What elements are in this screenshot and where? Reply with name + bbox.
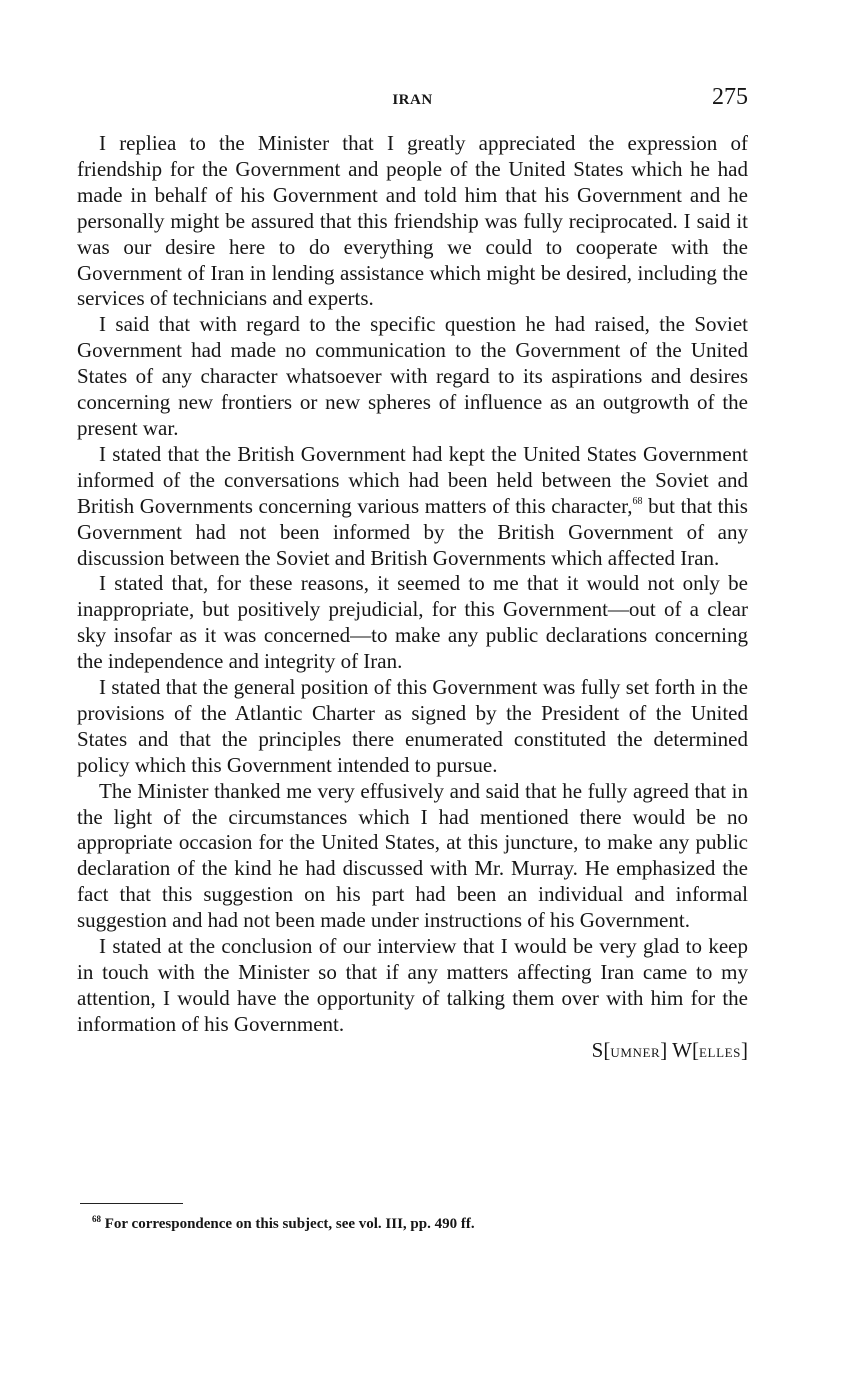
paragraph: I repliea to the Minister that I greatly appreciated the expression of friendship for the Government and people of the United States which he had made in behalf of his Government and told him that his Government and he personally might be assured that this friendship was fully reciprocated. I said it was our desire here to do everything we could to cooperate with the Government of Iran in lending assistance which might be desired, including the services of technicians and experts. xyxy=(77,131,748,311)
signature-bracket: ] xyxy=(741,1037,748,1062)
paragraph: The Minister thanked me very effusively and said that he fully agreed that in the light of the circumstances which I had mentioned there would be no appropriate occasion for the United States, at this juncture, to make any public declaration of the kind he had discussed with Mr. Murray. He emphasized the fact that this suggestion on his part had been an individual and informal suggestion and had not been made under instructions of his Government. xyxy=(77,778,748,933)
footnote-marker: 68 xyxy=(92,1214,101,1224)
signature-bracket: ] xyxy=(660,1037,673,1062)
footnote-reference: 68 xyxy=(632,495,643,507)
page-header xyxy=(77,84,748,118)
signature xyxy=(77,1038,748,1066)
page-number: 275 xyxy=(712,84,748,110)
body-text xyxy=(77,131,748,1066)
running-head: IRAN xyxy=(392,92,433,108)
paragraph: I said that with regard to the specific question he had raised, the Soviet Government had made no communication to the Government of the United States of any character whatsoever with regard to its aspirations and desires concerning new frontiers or new spheres of influence as an outgrowth of the present war. xyxy=(77,312,748,440)
paragraph: I stated that the general position of this Government was fully set forth in the provisions of the Atlantic Charter as signed by the President of the United States and that the principles there enumerated constituted the determined policy which this Government intended to pursue. xyxy=(77,675,748,777)
paragraph: I stated that, for these reasons, it seemed to me that it would not only be inappropriate, but positively prejudicial, for this Government—out of a clear sky insofar as it was concerned—to make any public declarations concerning the independence and integrity of Iran. xyxy=(77,571,748,674)
footnote-text: For correspondence on this subject, see vol. III, pp. 490 ff. xyxy=(101,1216,475,1232)
paragraph-text: I stated that the British Government had kept the United States Government informed of the conversations which had been held between the Soviet and British Governments concerning various matters of this character, xyxy=(77,441,748,518)
signature-initial: W[ xyxy=(672,1037,699,1062)
signature-initial: S[ xyxy=(591,1037,611,1062)
signature-last-name: ELLES xyxy=(699,1044,741,1060)
paragraph: I stated at the conclusion of our interview that I would be very glad to keep in touch with the Minister so that if any matters affecting Iran came to my attention, I would have the opportunity of talking them over with him for the information of his Government. xyxy=(77,934,748,1036)
paragraph xyxy=(77,442,748,572)
paragraph-text: but that this Government had not been informed by the British Government of any discussion between the Soviet and British Governments which affected Iran. xyxy=(77,493,748,570)
footnote-divider xyxy=(80,1203,183,1204)
footnote xyxy=(92,1214,748,1234)
signature-first-name: UMNER xyxy=(610,1044,661,1060)
